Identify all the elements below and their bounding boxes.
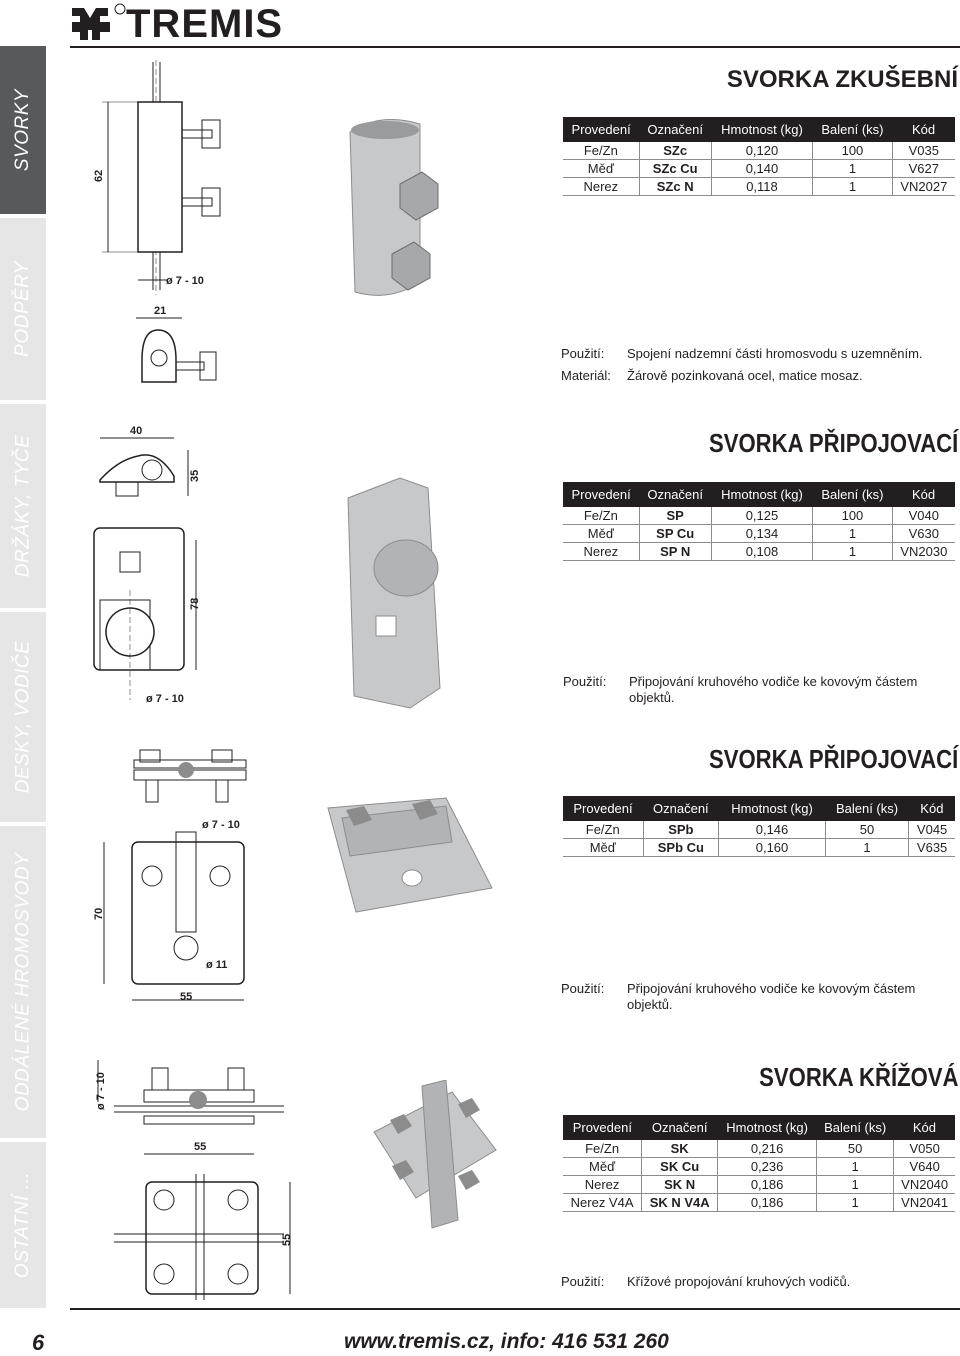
table-row: Fe/Zn SP 0,125 100 V040: [563, 507, 955, 525]
col-header: Kód: [894, 1115, 955, 1140]
usage-info: Použití: Křížové propojování kruhových vodičů.: [561, 1274, 851, 1289]
tab-podpery[interactable]: [0, 218, 46, 400]
spec-table: [563, 796, 955, 857]
side-navigation: [0, 46, 46, 1308]
footer-rule: [70, 1308, 960, 1310]
svg-text:ø 7 - 10: ø 7 - 10: [166, 275, 204, 287]
table-row: Nerez SP N 0,108 1 VN2030: [563, 543, 955, 561]
svg-text:35: 35: [189, 469, 201, 482]
table-row: Fe/Zn SZc 0,120 100 V035: [563, 142, 955, 160]
technical-drawing: [88, 420, 228, 720]
tremis-logo-icon: [70, 2, 126, 44]
usage-info: Použití: Připojování kruhového vodiče ke kovovým částem objektů.: [563, 674, 918, 705]
col-header: Označení: [639, 117, 711, 142]
col-header: Hmotnost (kg): [711, 117, 813, 142]
col-header: Hmotnost (kg): [711, 482, 813, 507]
tab-label: DRŽÁKY, TYČE: [12, 434, 33, 578]
svg-text:21: 21: [154, 305, 167, 317]
table-row: Nerez V4A SK N V4A 0,186 1 VN2041: [563, 1194, 955, 1212]
col-header: Provedení: [563, 1115, 642, 1140]
section-title: SVORKA KŘÍŽOVÁ: [758, 1062, 958, 1092]
tab-label: SVORKY: [12, 88, 34, 172]
table-row: Fe/Zn SK 0,216 50 V050: [563, 1140, 955, 1158]
col-header: Označení: [643, 796, 719, 821]
tab-drzaky-tyce[interactable]: [0, 404, 46, 608]
svg-text:ø 7 - 10: ø 7 - 10: [202, 819, 240, 831]
spec-table: [563, 1115, 955, 1212]
page-number: 6: [32, 1330, 45, 1355]
tab-label: ODDÁLENÉ HROMOSVODY: [12, 852, 33, 1112]
col-header: Kód: [892, 117, 955, 142]
table-row: Měď SZc Cu 0,140 1 V627: [563, 160, 955, 178]
col-header: Hmotnost (kg): [718, 1115, 817, 1140]
section-title: SVORKA PŘIPOJOVACÍ: [708, 428, 958, 458]
table-row: Fe/Zn SPb 0,146 50 V045: [563, 821, 955, 839]
col-header: Kód: [892, 482, 955, 507]
col-header: Provedení: [563, 117, 639, 142]
tab-desky-vodice[interactable]: [0, 612, 46, 822]
spec-table: [563, 117, 955, 196]
table-row: Měď SPb Cu 0,160 1 V635: [563, 839, 955, 857]
spec-table: [563, 482, 955, 561]
svg-text:70: 70: [93, 907, 105, 920]
technical-drawing: [90, 742, 260, 1012]
svg-text:ø 11: ø 11: [206, 959, 228, 971]
col-header: Balení (ks): [813, 117, 892, 142]
product-photo: [330, 112, 470, 312]
section-title: SVORKA PŘIPOJOVACÍ: [708, 744, 958, 774]
header-rule: [70, 46, 960, 48]
svg-text:78: 78: [189, 597, 201, 610]
brand-name: TREMIS: [126, 2, 284, 46]
product-photo: [326, 796, 496, 916]
table-row: Měď SK Cu 0,236 1 V640: [563, 1158, 955, 1176]
col-header: Provedení: [563, 482, 639, 507]
usage-info: Použití: Spojení nadzemní části hromosvodu s uzemněním. Materiál: Žárově pozinkovaná ocel, matice mosaz.: [561, 346, 923, 383]
svg-text:40: 40: [130, 425, 143, 437]
footer-contact[interactable]: www.tremis.cz, info: 416 531 260: [344, 1330, 669, 1353]
table-row: Měď SP Cu 0,134 1 V630: [563, 525, 955, 543]
technical-drawing: [84, 1050, 294, 1306]
col-header: Balení (ks): [825, 796, 908, 821]
table-row: Nerez SK N 0,186 1 VN2040: [563, 1176, 955, 1194]
table-row: Nerez SZc N 0,118 1 VN2027: [563, 178, 955, 196]
tab-label: DESKY, VODIČE: [12, 640, 34, 794]
svg-text:62: 62: [93, 169, 105, 182]
col-header: Balení (ks): [817, 1115, 894, 1140]
svg-text:ø 7 - 10: ø 7 - 10: [146, 693, 184, 705]
svg-text:55: 55: [281, 1233, 293, 1246]
tab-label: PODPĚRY: [12, 261, 33, 357]
col-header: Hmotnost (kg): [719, 796, 826, 821]
tab-ostatni[interactable]: [0, 1142, 46, 1308]
svg-text:55: 55: [180, 991, 193, 1003]
svg-text:55: 55: [194, 1141, 207, 1153]
col-header: Označení: [642, 1115, 718, 1140]
product-photo: [362, 1080, 502, 1230]
col-header: Kód: [909, 796, 955, 821]
col-header: Označení: [639, 482, 711, 507]
usage-info: Použití: Připojování kruhového vodiče ke kovovým částem objektů.: [561, 981, 916, 1012]
tab-svorky[interactable]: [0, 46, 46, 214]
col-header: Balení (ks): [813, 482, 892, 507]
technical-drawing: [78, 60, 268, 400]
tab-oddalene-hromosvody[interactable]: [0, 826, 46, 1138]
product-photo: [340, 468, 460, 718]
col-header: Provedení: [563, 796, 643, 821]
svg-text:ø 7 - 10: ø 7 - 10: [95, 1072, 107, 1110]
section-title: SVORKA ZKUŠEBNÍ: [726, 66, 958, 93]
tab-label: OSTATNÍ ...: [12, 1171, 34, 1279]
